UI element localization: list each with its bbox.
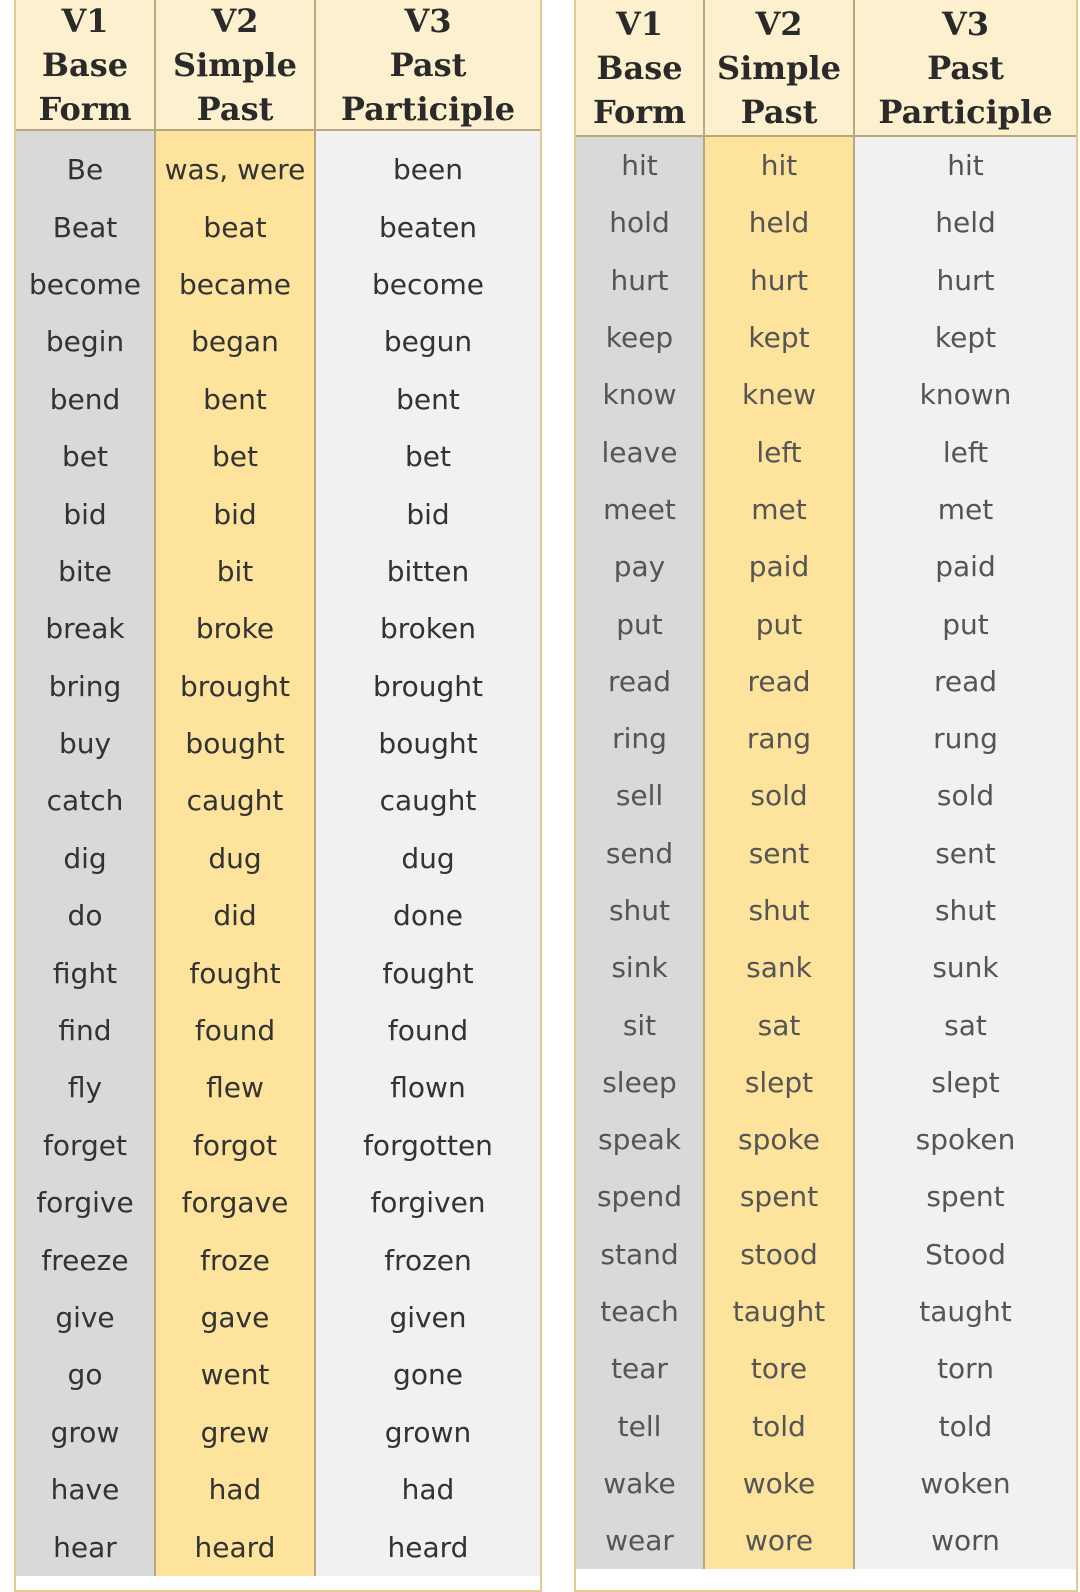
verb-cell: brought	[372, 669, 484, 703]
verb-cell: knew	[741, 378, 817, 412]
verb-cell: grown	[384, 1415, 472, 1449]
column-v1	[576, 137, 703, 1569]
verb-cell: give	[55, 1301, 115, 1334]
verb-cell: leave	[601, 435, 678, 469]
verb-cell: know	[602, 378, 677, 412]
verb-cell: met	[937, 492, 994, 526]
verb-cell: met	[751, 492, 807, 526]
verb-cell: catch	[46, 784, 124, 818]
verb-cell: sold	[750, 779, 808, 813]
verb-cell: slept	[744, 1065, 814, 1099]
header-line1: Simple	[172, 45, 297, 84]
header-code: V3	[404, 1, 452, 40]
verb-cell: shut	[934, 894, 997, 927]
verb-cell: begun	[383, 325, 473, 359]
verb-cell: forgot	[193, 1128, 277, 1162]
verb-cell: wake	[603, 1466, 676, 1500]
verb-cell: bet	[212, 440, 258, 474]
verb-cell: speak	[598, 1123, 681, 1157]
verb-cell: caught	[186, 784, 284, 818]
verb-cell: sit	[622, 1008, 657, 1042]
verb-cell: sent	[935, 836, 996, 870]
verb-cell: bet	[405, 440, 451, 474]
column-v2	[154, 131, 314, 1576]
verb-cell: tell	[617, 1409, 662, 1443]
verb-table-right	[574, 0, 1078, 1592]
verb-cell: beaten	[378, 210, 478, 244]
table-body	[16, 131, 540, 1576]
verb-cell: put	[942, 607, 989, 641]
verb-cell: held	[935, 206, 996, 240]
header-v1-base-form	[16, 0, 154, 129]
verb-cell: been	[393, 153, 463, 187]
verb-cell: bid	[406, 497, 450, 531]
verb-cell: heard	[194, 1530, 276, 1564]
verb-cell: shut	[748, 894, 810, 927]
verb-cell: shut	[608, 894, 671, 927]
verb-cell: sat	[944, 1008, 987, 1042]
verb-cell: bit	[216, 554, 254, 588]
verb-cell: told	[752, 1409, 806, 1443]
verb-cell: go	[67, 1358, 103, 1392]
verb-cell: caught	[379, 784, 477, 818]
verb-cell: do	[67, 899, 103, 933]
verb-cell: torn	[937, 1352, 994, 1386]
verb-cell: flew	[206, 1071, 264, 1105]
verb-cell: bent	[203, 382, 267, 416]
verb-cell: Be	[66, 153, 104, 187]
verb-cell: sleep	[602, 1065, 677, 1099]
verb-cell: fly	[67, 1071, 103, 1105]
verb-cell: bitten	[386, 554, 470, 588]
verb-cell: buy	[58, 727, 112, 761]
column-v1	[16, 131, 154, 1576]
header-v1-base-form	[576, 0, 703, 135]
header-line1: Base	[596, 48, 683, 87]
header-v3-past-participle	[314, 0, 540, 129]
verb-table-left	[14, 0, 542, 1592]
verb-cell: send	[605, 836, 674, 870]
verb-cell: fought	[382, 956, 474, 990]
verb-cell: went	[200, 1358, 270, 1392]
verb-cell: hear	[53, 1530, 117, 1564]
verb-cell: Beat	[52, 210, 118, 244]
verb-cell: sink	[611, 951, 668, 985]
verb-cell: stood	[740, 1237, 818, 1271]
verb-cell: sent	[748, 836, 810, 870]
verb-cell: slept	[931, 1065, 1000, 1099]
verb-cell: spoken	[915, 1123, 1016, 1157]
verb-cell: sold	[936, 779, 995, 813]
table-header-row	[576, 0, 1076, 137]
verb-cell: left	[756, 435, 802, 469]
verb-cell: kept	[748, 321, 810, 355]
verb-cell: bring	[48, 669, 122, 703]
verb-cell: bet	[62, 440, 108, 474]
header-code: V3	[941, 4, 990, 43]
verb-cell: began	[191, 325, 279, 359]
verb-cell: wear	[605, 1524, 674, 1558]
verb-cell: left	[942, 435, 989, 469]
header-line1: Simple	[716, 48, 841, 87]
verb-cell: became	[178, 267, 292, 301]
verb-cell: forgive	[36, 1186, 134, 1220]
header-v3-past-participle	[853, 0, 1076, 135]
verb-cell: spent	[926, 1180, 1005, 1214]
verb-cell: stand	[600, 1237, 679, 1271]
verb-cell: forgiven	[370, 1186, 486, 1220]
verb-cell: known	[919, 378, 1012, 412]
verb-cell: read	[607, 664, 672, 698]
verb-cell: woken	[920, 1466, 1011, 1500]
verb-cell: Stood	[925, 1237, 1006, 1271]
verb-cell: bent	[396, 382, 460, 416]
verb-cell: was, were	[164, 153, 306, 187]
verb-cell: frozen	[384, 1243, 472, 1277]
verb-cell: pay	[613, 550, 666, 584]
verb-cell: had	[208, 1473, 262, 1507]
column-v3	[853, 137, 1076, 1569]
verb-cell: break	[45, 612, 125, 646]
verb-cell: rung	[933, 722, 998, 756]
column-v2	[703, 137, 853, 1569]
header-code: V2	[755, 4, 803, 43]
verb-cell: spend	[596, 1180, 683, 1214]
verb-cell: had	[401, 1473, 455, 1507]
verb-cell: dug	[401, 841, 455, 875]
verb-cell: taught	[732, 1295, 826, 1329]
verb-cell: hurt	[610, 263, 669, 297]
verb-cell: begin	[45, 325, 125, 359]
verb-cell: froze	[200, 1243, 270, 1277]
header-line2: Participle	[340, 89, 516, 128]
verb-cell: done	[393, 899, 463, 933]
verb-cell: tear	[611, 1352, 668, 1386]
verb-cell: taught	[919, 1295, 1012, 1329]
verb-cell: kept	[934, 321, 997, 355]
header-line2: Form	[38, 89, 132, 128]
verb-cell: sunk	[932, 951, 999, 985]
table-header-row	[16, 0, 540, 131]
verb-cell: spoke	[738, 1123, 820, 1157]
verb-cell: held	[748, 206, 810, 240]
header-line2: Past	[740, 92, 818, 131]
verb-cell: sat	[757, 1008, 801, 1042]
verb-cell: dig	[63, 841, 107, 875]
verb-cell: paid	[748, 550, 810, 584]
verb-cell: bite	[58, 554, 112, 588]
verb-cell: did	[213, 899, 257, 933]
verb-cell: forgotten	[363, 1128, 493, 1162]
header-code: V1	[61, 1, 109, 40]
verb-cell: bought	[378, 727, 478, 761]
verb-cell: meet	[603, 492, 676, 526]
verb-cell: put	[755, 607, 803, 641]
verb-cell: hit	[947, 149, 984, 183]
verb-cell: gave	[200, 1301, 270, 1334]
verb-cell: freeze	[41, 1243, 129, 1277]
verb-cell: heard	[387, 1530, 469, 1564]
verb-cell: found	[387, 1014, 469, 1048]
verb-cell: ring	[612, 722, 667, 756]
verb-cell: beat	[203, 210, 267, 244]
header-line1: Past	[927, 48, 1004, 87]
verb-cell: forgave	[181, 1186, 289, 1220]
header-line1: Base	[41, 45, 129, 84]
verb-cell: become	[28, 267, 142, 301]
verb-cell: fought	[189, 956, 281, 990]
column-v3	[314, 131, 540, 1576]
verb-cell: broken	[380, 612, 476, 646]
verb-cell: tore	[750, 1352, 808, 1386]
verb-cell: spent	[739, 1180, 819, 1214]
verb-cell: gone	[393, 1358, 463, 1392]
verb-cell: read	[747, 664, 811, 698]
verb-cell: rang	[746, 722, 812, 756]
verb-cell: sank	[746, 951, 812, 985]
header-line2: Form	[592, 92, 687, 131]
verb-cell: hit	[760, 149, 798, 183]
verb-cell: teach	[600, 1295, 679, 1329]
verb-cell: forget	[43, 1128, 127, 1162]
verb-cell: sell	[615, 779, 664, 813]
verb-cell: hurt	[936, 263, 995, 297]
verb-cell: hit	[621, 149, 658, 183]
verb-cell: become	[371, 267, 485, 301]
header-code: V1	[615, 4, 664, 43]
table-body	[576, 137, 1076, 1569]
verb-cell: bid	[63, 497, 107, 531]
verb-cell: dug	[208, 841, 262, 875]
verb-cell: found	[194, 1014, 276, 1048]
verb-cell: read	[933, 664, 998, 698]
header-line1: Past	[389, 45, 467, 84]
verb-cell: paid	[935, 550, 996, 584]
verb-cell: grew	[200, 1415, 270, 1449]
verb-cell: have	[50, 1473, 120, 1507]
verb-cell: bend	[49, 382, 121, 416]
verb-cell: grow	[50, 1415, 120, 1449]
header-v2-simple-past	[154, 0, 314, 129]
verb-cell: brought	[179, 669, 291, 703]
verb-cell: flown	[390, 1071, 466, 1105]
header-v2-simple-past	[703, 0, 853, 135]
verb-cell: worn	[931, 1524, 1000, 1558]
verb-cell: bid	[213, 497, 257, 531]
verb-cell: hold	[609, 206, 670, 240]
verb-cell: wore	[744, 1524, 814, 1558]
header-code: V2	[211, 1, 259, 40]
verb-cell: find	[58, 1014, 112, 1048]
verb-cell: put	[616, 607, 663, 641]
header-line2: Past	[196, 89, 274, 128]
verb-cell: keep	[605, 321, 674, 355]
verb-cell: given	[389, 1301, 467, 1334]
verb-cell: told	[938, 1409, 993, 1443]
verb-cell: bought	[185, 727, 285, 761]
verb-cell: woke	[742, 1466, 816, 1500]
header-line2: Participle	[878, 92, 1053, 131]
verb-cell: hurt	[750, 263, 808, 297]
verb-cell: broke	[195, 612, 275, 646]
verb-cell: fight	[52, 956, 118, 990]
